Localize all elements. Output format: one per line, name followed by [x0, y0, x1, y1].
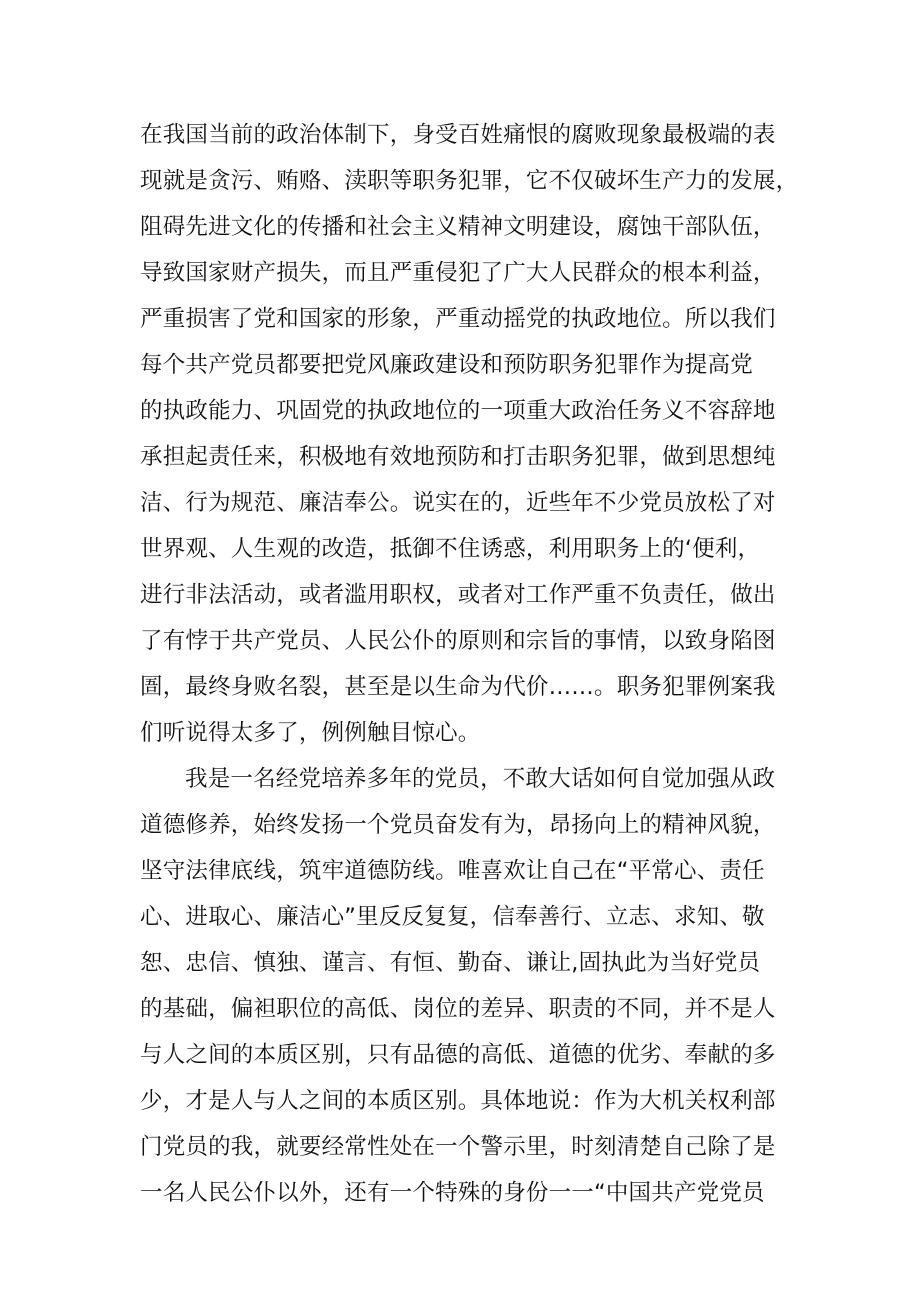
text-line: 心、进取心、廉洁心”里反反复复，信奉善行、立志、求知、敬: [140, 904, 765, 930]
text-line: 现就是贪污、贿赂、渎职等职务犯罪，它不仅破坏生产力的发展，: [140, 168, 799, 194]
text-line: 与人之间的本质区别，只有品德的高低、道德的优劣、奉献的多: [140, 1042, 776, 1068]
paragraph-2: [140, 756, 820, 1216]
text-line: 门党员的我，就要经常性处在一个警示里，时刻清楚自己除了是: [140, 1134, 776, 1160]
text-line: 了有悖于共产党员、人民公仆的原则和宗旨的事情，以致身陷囹: [140, 628, 776, 654]
text-line: 们听说得太多了，例例触目惊心。: [140, 720, 481, 746]
text-line: 道德修养，始终发扬一个党员奋发有为，昂扬向上的精神风貌，: [140, 812, 776, 838]
text-line: 阻碍先进文化的传播和社会主义精神文明建设，腐蚀干部队伍，: [140, 214, 776, 240]
body-text: [140, 112, 820, 1216]
text-line: 我是一名经党培养多年的党员，不敢大话如何自觉加强从政: [185, 766, 776, 792]
text-line: 的执政能力、巩固党的执政地位的一项重大政治任务义不容辞地: [140, 398, 776, 424]
text-line: 严重损害了党和国家的形象，严重动摇党的执政地位。所以我们: [140, 306, 776, 332]
paragraph-1: [140, 112, 820, 756]
text-line: 一名人民公仆以外，还有一个特殊的身份一一“中国共产党党员: [140, 1180, 765, 1206]
text-line: 世界观、人生观的改造，抵御不住诱惑，利用职务上的‘便利，: [140, 536, 761, 562]
text-line: 承担起责任来，积极地有效地预防和打击职务犯罪，做到思想纯: [140, 444, 776, 470]
text-line: 少，才是人与人之间的本质区别。具体地说：作为大机关权利部: [140, 1088, 776, 1114]
text-line: 进行非法活动，或者滥用职权，或者对工作严重不负责任，做出: [140, 582, 776, 608]
text-line: 导致国家财产损失，而且严重侵犯了广大人民群众的根本利益，: [140, 260, 776, 286]
text-line: 坚守法律底线，筑牢道德防线。唯喜欢让自己在“平常心、责任: [140, 858, 765, 884]
text-line: 的基础，偏袒职位的高低、岗位的差异、职责的不同，并不是人: [140, 996, 776, 1022]
text-line: 洁、行为规范、廉洁奉公。说实在的，近些年不少党员放松了对: [140, 490, 776, 516]
text-line: 每个共产党员都要把党风廉政建设和预防职务犯罪作为提高党: [140, 352, 753, 378]
text-line: 圄，最终身败名裂，甚至是以生命为代价……。职务犯罪例案我: [140, 674, 776, 700]
text-line: 恕、忠信、慎独、谨言、有恒、勤奋、谦让,固执此为当好党员: [140, 950, 761, 976]
text-line: 在我国当前的政治体制下，身受百姓痛恨的腐败现象最极端的表: [140, 122, 776, 148]
